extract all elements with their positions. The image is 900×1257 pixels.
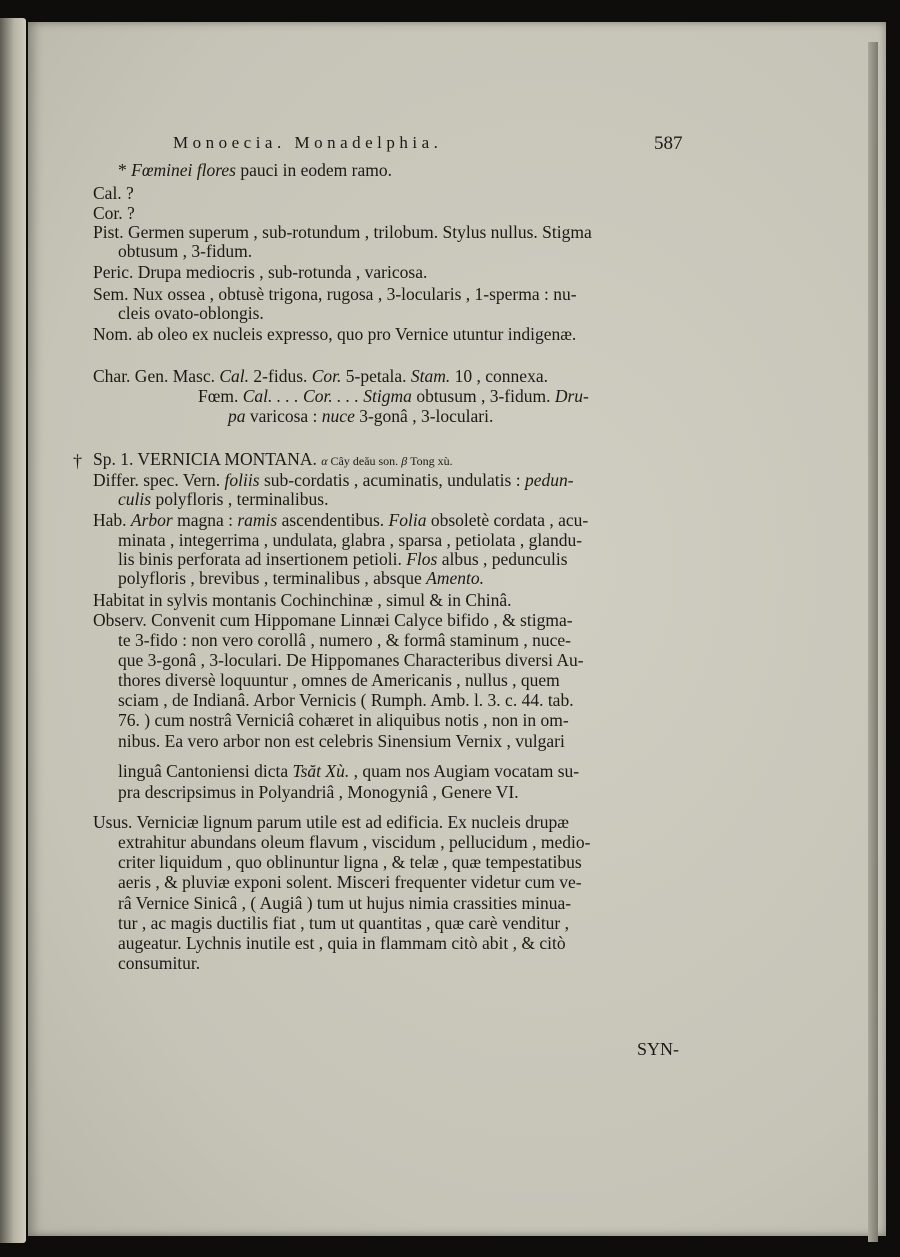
- text-line: [118, 893, 571, 914]
- text-line: [118, 630, 571, 651]
- catchword: SYN-: [637, 1039, 680, 1059]
- text-segment: nibus. Ea vero arbor non est celebris Sinensium Vernix , vulgari: [118, 731, 565, 751]
- text-segment: Flos: [406, 549, 438, 569]
- text-segment: sciam , de Indianâ. Arbor Vernicis ( Rumph. Amb. l. 3. c. 44. tab.: [118, 690, 574, 710]
- text-line: [118, 913, 569, 934]
- text-line: [118, 568, 484, 589]
- text-segment: sub-cordatis , acuminatis, undulatis :: [259, 470, 525, 490]
- text-segment: Pist. Germen superum , sub-rotundum , trilobum. Stylus nullus. Stigma: [93, 222, 592, 242]
- text-line: [93, 183, 134, 204]
- text-line: [93, 366, 548, 387]
- text-line: [93, 284, 577, 305]
- text-segment: Sp. 1. VERNICIA MONTANA.: [93, 449, 322, 469]
- text-segment: obtusum , 3-fidum.: [118, 241, 253, 261]
- text-line: [118, 832, 590, 853]
- text-segment: râ Vernice Sinicâ , ( Augiâ ) tum ut hujus nimia crassities minua-: [118, 893, 572, 913]
- text-segment: Dru-: [554, 386, 589, 406]
- text-segment: criter liquidum , quo oblinuntur ligna , & telæ , quæ tempestatibus: [118, 852, 582, 872]
- text-line: [93, 470, 574, 491]
- page-number: 587: [654, 133, 683, 154]
- text-line: [118, 872, 582, 893]
- text-line: [118, 160, 392, 181]
- text-line: [118, 731, 565, 752]
- text-line: [118, 710, 569, 731]
- text-line: [118, 530, 582, 551]
- text-segment: te 3-fido : non vero corollâ , numero , & formâ staminum , nuce-: [118, 630, 571, 650]
- text-segment: obtusum , 3-fidum.: [411, 386, 555, 406]
- text-segment: polyfloris , brevibus , terminalibus , absque: [118, 568, 427, 588]
- text-segment: obsoletè cordata , acu-: [426, 510, 589, 530]
- text-line: [118, 670, 560, 691]
- text-segment: minata , integerrima , undulata, glabra , sparsa , petiolata , glandu-: [118, 530, 583, 550]
- text-segment: Stam.: [410, 366, 451, 386]
- text-segment: Sem. Nux ossea , obtusè trigona, rugosa , 3-locularis , 1-sperma : nu-: [93, 284, 577, 304]
- text-segment: Char. Gen. Masc.: [93, 366, 220, 386]
- text-segment: Folia: [388, 510, 427, 530]
- text-segment: Habitat in sylvis montanis Cochinchinæ , simul & in Chinâ.: [93, 590, 512, 610]
- text-segment: 5-petala.: [341, 366, 411, 386]
- text-segment: Differ. spec. Vern.: [93, 470, 225, 490]
- text-line: [118, 489, 328, 510]
- text-line: [118, 650, 584, 671]
- text-line: [118, 303, 264, 324]
- text-segment: linguâ Cantoniensi dicta: [118, 761, 293, 781]
- text-segment: magna :: [172, 510, 238, 530]
- text-segment: pra descripsimus in Polyandriâ , Monogyniâ , Genere VI.: [118, 782, 519, 802]
- text-segment: ascendentibus.: [277, 510, 389, 530]
- text-segment: Usus. Verniciæ lignum parum utile est ad edificia. Ex nucleis drupæ: [93, 812, 569, 832]
- text-line: [198, 386, 589, 407]
- text-segment: ramis: [237, 510, 278, 530]
- text-segment: albus , pedunculis: [437, 549, 568, 569]
- text-segment: tur , ac magis ductilis fiat , tum ut quantitas , quæ carè venditur ,: [118, 913, 570, 933]
- text-line: [93, 203, 135, 224]
- text-segment: nuce: [321, 406, 355, 426]
- text-segment: extrahitur abundans oleum flavum , viscidum , pellucidum , medio-: [118, 832, 591, 852]
- text-segment: polyfloris , terminalibus.: [151, 489, 329, 509]
- facing-page-edge: [0, 18, 26, 1243]
- text-segment: augeatur. Lychnis inutile est , quia in flammam citò abit , & citò: [118, 933, 566, 953]
- text-segment: 10 , connexa.: [450, 366, 548, 386]
- text-segment: culis: [118, 489, 152, 509]
- text-segment: Amento.: [426, 568, 484, 588]
- text-segment: aeris , & pluviæ exponi solent. Misceri frequenter videtur cum ve-: [118, 872, 582, 892]
- text-line: [118, 852, 582, 873]
- text-segment: Nom. ab oleo ex nucleis expresso, quo pro Vernice utuntur indigenæ.: [93, 324, 577, 344]
- text-segment: Cây deău son.: [327, 454, 402, 468]
- text-segment: foliis: [224, 470, 260, 490]
- text-segment: Hab.: [93, 510, 131, 530]
- page-fore-edge: [868, 42, 878, 1242]
- text-segment: α: [321, 454, 328, 468]
- text-segment: varicosa :: [245, 406, 322, 426]
- text-segment: Cal.: [219, 366, 250, 386]
- text-segment: Fœminei flores: [131, 160, 236, 180]
- text-line: [93, 262, 427, 283]
- text-line: [93, 590, 512, 611]
- text-segment: , quam nos Augiam vocatam su-: [349, 761, 580, 781]
- text-segment: pedun-: [524, 470, 574, 490]
- text-segment: Peric. Drupa mediocris , sub-rotunda , varicosa.: [93, 262, 428, 282]
- text-line: [118, 761, 579, 782]
- text-line: [118, 549, 568, 570]
- text-segment: thores diversè loquuntur , omnes de Americanis , nullus , quem: [118, 670, 560, 690]
- text-segment: 3-gonâ , 3-loculari.: [354, 406, 494, 426]
- text-segment: Cal. . . . Cor. . . . Stigma: [242, 386, 412, 406]
- text-segment: pa: [228, 406, 246, 426]
- text-segment: consumitur.: [118, 953, 201, 973]
- text-segment: Cor.: [311, 366, 342, 386]
- text-line: [93, 812, 569, 833]
- text-segment: cleis ovato-oblongis.: [118, 303, 264, 323]
- text-segment: lis binis perforata ad insertionem petioli.: [118, 549, 407, 569]
- text-line: [118, 933, 566, 954]
- text-segment: pauci in eodem ramo.: [235, 160, 392, 180]
- text-segment: Fœm.: [198, 386, 243, 406]
- text-segment: Observ. Convenit cum Hippomane Linnæi Calyce bifido , & stigma-: [93, 610, 573, 630]
- text-line: [118, 690, 574, 711]
- text-line: [118, 953, 200, 974]
- text-line: [93, 222, 592, 243]
- text-line: [118, 241, 252, 262]
- text-line: [93, 449, 453, 470]
- text-line: [93, 324, 576, 345]
- text-line: [228, 406, 493, 427]
- text-line: [118, 782, 519, 803]
- text-segment: 76. ) cum nostrâ Verniciâ cohæret in aliquibus notis , non in om-: [118, 710, 569, 730]
- text-segment: 2-fidus.: [249, 366, 312, 386]
- marginal-dagger: †: [73, 451, 82, 471]
- text-line: [93, 610, 573, 631]
- running-head: Monoecia. Monadelphia.: [173, 133, 443, 152]
- text-segment: β: [401, 454, 408, 468]
- text-segment: que 3-gonâ , 3-loculari. De Hippomanes Characteribus diversi Au-: [118, 650, 584, 670]
- text-segment: Cal. ?: [93, 183, 134, 203]
- text-segment: Cor. ?: [93, 203, 135, 223]
- text-segment: Tsăt Xù.: [292, 761, 350, 781]
- text-segment: *: [118, 160, 132, 180]
- text-segment: Arbor: [130, 510, 173, 530]
- text-line: [93, 510, 588, 531]
- text-segment: Tong xù.: [407, 454, 453, 468]
